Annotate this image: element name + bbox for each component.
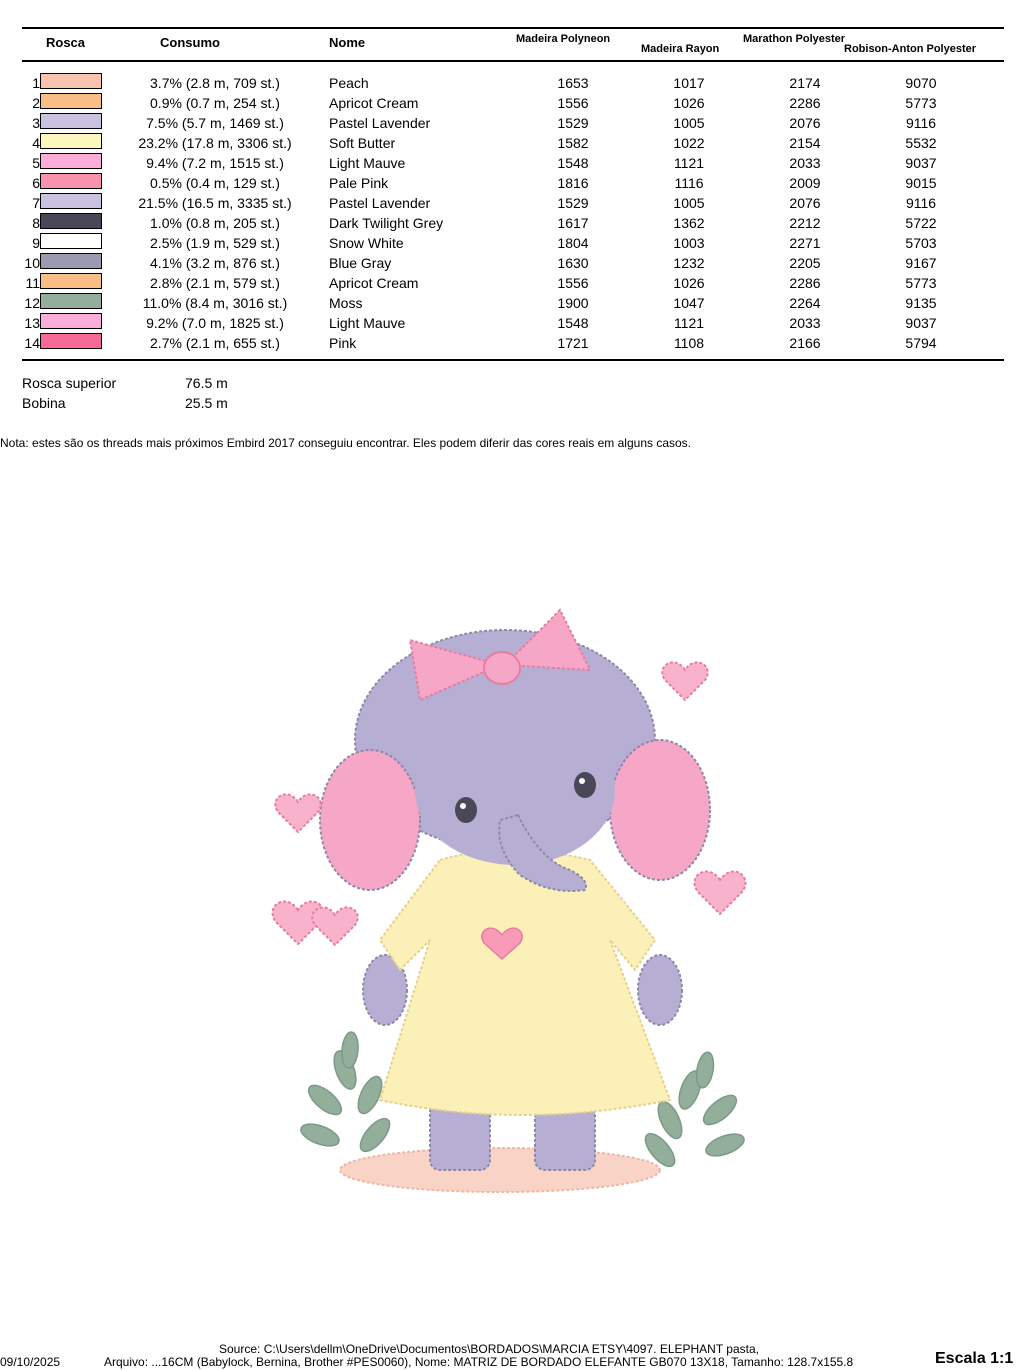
table-row	[0, 92, 1024, 112]
madeira-polyneon-code: 1900	[557, 295, 589, 311]
header-nome: Nome	[329, 35, 366, 50]
thread-number: 10	[24, 255, 40, 271]
footer-date: 09/10/2025	[0, 1355, 61, 1369]
madeira-rayon-code: 1005	[673, 195, 705, 211]
robison-anton-code: 9070	[905, 75, 937, 91]
madeira-rayon-code: 1026	[673, 95, 705, 111]
thread-consumo: 11.0% (8.4 m, 3016 st.)	[142, 295, 288, 311]
color-swatch	[40, 253, 102, 269]
robison-anton-code: 5773	[905, 95, 937, 111]
thread-number: 8	[32, 215, 40, 231]
thread-name: Soft Butter	[329, 135, 396, 151]
thread-consumo: 23.2% (17.8 m, 3306 st.)	[138, 135, 292, 151]
color-swatch	[40, 73, 102, 89]
thread-name: Apricot Cream	[329, 275, 419, 291]
madeira-polyneon-code: 1816	[557, 175, 589, 191]
madeira-polyneon-code: 1630	[557, 255, 589, 271]
thread-name: Pale Pink	[329, 175, 389, 191]
header-madeira-rayon: Madeira Rayon	[641, 43, 720, 55]
madeira-rayon-code: 1362	[673, 215, 705, 231]
madeira-rayon-code: 1047	[673, 295, 705, 311]
robison-anton-code: 9116	[905, 115, 937, 131]
marathon-code: 2033	[789, 315, 821, 331]
madeira-rayon-code: 1108	[673, 335, 705, 351]
robison-anton-code: 5532	[905, 135, 937, 151]
color-swatch	[40, 153, 102, 169]
table-row	[0, 272, 1024, 292]
color-swatch	[40, 333, 102, 349]
bobina-label: Bobina	[22, 395, 66, 411]
thread-consumo: 21.5% (16.5 m, 3335 st.)	[138, 195, 292, 211]
bobina-value: 25.5 m	[185, 395, 228, 411]
madeira-rayon-code: 1022	[673, 135, 705, 151]
marathon-code: 2174	[789, 75, 821, 91]
thread-number: 2	[32, 95, 40, 111]
header-consumo: Consumo	[160, 35, 220, 50]
marathon-code: 2286	[789, 275, 821, 291]
madeira-polyneon-code: 1804	[557, 235, 589, 251]
robison-anton-code: 5703	[905, 235, 937, 251]
marathon-code: 2212	[789, 215, 821, 231]
color-swatch	[40, 173, 102, 189]
madeira-rayon-code: 1017	[673, 75, 705, 91]
thread-consumo: 0.9% (0.7 m, 254 st.)	[150, 95, 280, 111]
thread-name: Moss	[329, 295, 363, 311]
thread-consumo: 3.7% (2.8 m, 709 st.)	[150, 75, 280, 91]
dress	[380, 850, 670, 1115]
madeira-rayon-code: 1121	[673, 315, 705, 331]
marathon-code: 2076	[789, 115, 821, 131]
color-swatch	[40, 313, 102, 329]
table-top-rule	[22, 27, 1004, 29]
thread-consumo: 9.4% (7.2 m, 1515 st.)	[146, 155, 284, 171]
thread-consumo: 9.2% (7.0 m, 1825 st.)	[146, 315, 284, 331]
madeira-polyneon-code: 1548	[557, 315, 589, 331]
thread-number: 5	[32, 155, 40, 171]
table-row	[0, 212, 1024, 232]
madeira-polyneon-code: 1548	[557, 155, 589, 171]
madeira-rayon-code: 1116	[674, 175, 704, 191]
thread-name: Apricot Cream	[329, 95, 419, 111]
thread-name: Light Mauve	[329, 315, 406, 331]
color-swatch	[40, 193, 102, 209]
thread-name: Pastel Lavender	[329, 115, 431, 131]
marathon-code: 2264	[789, 295, 821, 311]
table-row	[0, 332, 1024, 352]
madeira-polyneon-code: 1529	[557, 115, 589, 131]
thread-consumo: 2.7% (2.1 m, 655 st.)	[150, 335, 280, 351]
thread-number: 4	[32, 135, 40, 151]
color-swatch	[40, 233, 102, 249]
robison-anton-code: 5722	[905, 215, 937, 231]
footer-escala: Escala 1:1	[935, 1350, 1014, 1367]
thread-consumo: 4.1% (3.2 m, 876 st.)	[150, 255, 280, 271]
thread-number: 13	[24, 315, 40, 331]
madeira-polyneon-code: 1617	[557, 215, 589, 231]
table-row	[0, 292, 1024, 312]
thread-name: Peach	[329, 75, 369, 91]
color-swatch	[40, 273, 102, 289]
table-row	[0, 132, 1024, 152]
marathon-code: 2286	[789, 95, 821, 111]
robison-anton-code: 9015	[905, 175, 937, 191]
thread-consumo: 2.8% (2.1 m, 579 st.)	[150, 275, 280, 291]
disclaimer-note: Nota: estes são os threads mais próximos Embird 2017 conseguiu encontrar. Eles podem diferir das cores reais em alguns casos.	[0, 436, 692, 450]
ground-patch	[340, 1148, 660, 1192]
footer-arquivo: Arquivo: ...16CM (Babylock, Bernina, Brother #PES0060), Nome: MATRIZ DE BORDADO ELEFANTE GB070 13X18, Tamanho: 128.7x155.8	[104, 1355, 854, 1369]
table-row	[0, 232, 1024, 252]
rosca-superior-value: 76.5 m	[185, 375, 228, 391]
rosca-superior-label: Rosca superior	[22, 375, 117, 391]
header-madeira-polyneon: Madeira Polyneon	[516, 33, 611, 45]
robison-anton-code: 9167	[905, 255, 937, 271]
madeira-polyneon-code: 1653	[557, 75, 589, 91]
thread-name: Dark Twilight Grey	[329, 215, 444, 231]
table-row	[0, 152, 1024, 172]
madeira-polyneon-code: 1556	[557, 275, 589, 291]
thread-consumo: 1.0% (0.8 m, 205 st.)	[150, 215, 280, 231]
header-robison-anton: Robison-Anton Polyester	[844, 43, 977, 55]
madeira-polyneon-code: 1582	[557, 135, 589, 151]
embroidery-preview-image	[250, 590, 770, 1210]
color-swatch	[40, 113, 102, 129]
thread-consumo: 2.5% (1.9 m, 529 st.)	[150, 235, 280, 251]
robison-anton-code: 5794	[905, 335, 937, 351]
thread-number: 1	[32, 75, 40, 91]
marathon-code: 2166	[789, 335, 821, 351]
table-row	[0, 72, 1024, 92]
marathon-code: 2009	[789, 175, 821, 191]
robison-anton-code: 5773	[905, 275, 937, 291]
leaves-left	[298, 1031, 395, 1156]
madeira-rayon-code: 1003	[673, 235, 705, 251]
robison-anton-code: 9037	[905, 315, 937, 331]
thread-number: 9	[32, 235, 40, 251]
table-row	[0, 312, 1024, 332]
color-swatch	[40, 133, 102, 149]
madeira-rayon-code: 1121	[673, 155, 705, 171]
madeira-polyneon-code: 1529	[557, 195, 589, 211]
color-swatch	[40, 213, 102, 229]
marathon-code: 2205	[789, 255, 821, 271]
thread-name: Pink	[329, 335, 357, 351]
thread-name: Blue Gray	[329, 255, 392, 271]
robison-anton-code: 9135	[905, 295, 937, 311]
madeira-polyneon-code: 1556	[557, 95, 589, 111]
robison-anton-code: 9037	[905, 155, 937, 171]
thread-consumo: 7.5% (5.7 m, 1469 st.)	[146, 115, 284, 131]
color-swatch	[40, 293, 102, 309]
marathon-code: 2076	[789, 195, 821, 211]
marathon-code: 2033	[789, 155, 821, 171]
table-header-rule	[22, 60, 1004, 62]
thread-number: 14	[24, 335, 40, 351]
table-row	[0, 252, 1024, 272]
table-bottom-rule	[22, 359, 1004, 361]
thread-consumo: 0.5% (0.4 m, 129 st.)	[150, 175, 280, 191]
thread-number: 12	[24, 295, 40, 311]
footer-source: Source: C:\Users\dellm\OneDrive\Documentos\BORDADOS\MARCIA ETSY\4097. ELEPHANT pasta,	[219, 1342, 759, 1356]
marathon-code: 2271	[789, 235, 821, 251]
thread-number: 3	[32, 115, 40, 131]
thread-name: Pastel Lavender	[329, 195, 431, 211]
madeira-rayon-code: 1026	[673, 275, 705, 291]
thread-number: 11	[25, 275, 40, 291]
color-swatch	[40, 93, 102, 109]
thread-number: 6	[32, 175, 40, 191]
header-rosca: Rosca	[46, 35, 86, 50]
table-row	[0, 112, 1024, 132]
thread-name: Snow White	[329, 235, 404, 251]
thread-name: Light Mauve	[329, 155, 406, 171]
table-row	[0, 172, 1024, 192]
thread-number: 7	[32, 195, 40, 211]
header-marathon-polyester: Marathon Polyester	[743, 33, 846, 45]
marathon-code: 2154	[789, 135, 821, 151]
madeira-rayon-code: 1005	[673, 115, 705, 131]
madeira-polyneon-code: 1721	[557, 335, 589, 351]
madeira-rayon-code: 1232	[673, 255, 705, 271]
table-row	[0, 192, 1024, 212]
robison-anton-code: 9116	[905, 195, 937, 211]
